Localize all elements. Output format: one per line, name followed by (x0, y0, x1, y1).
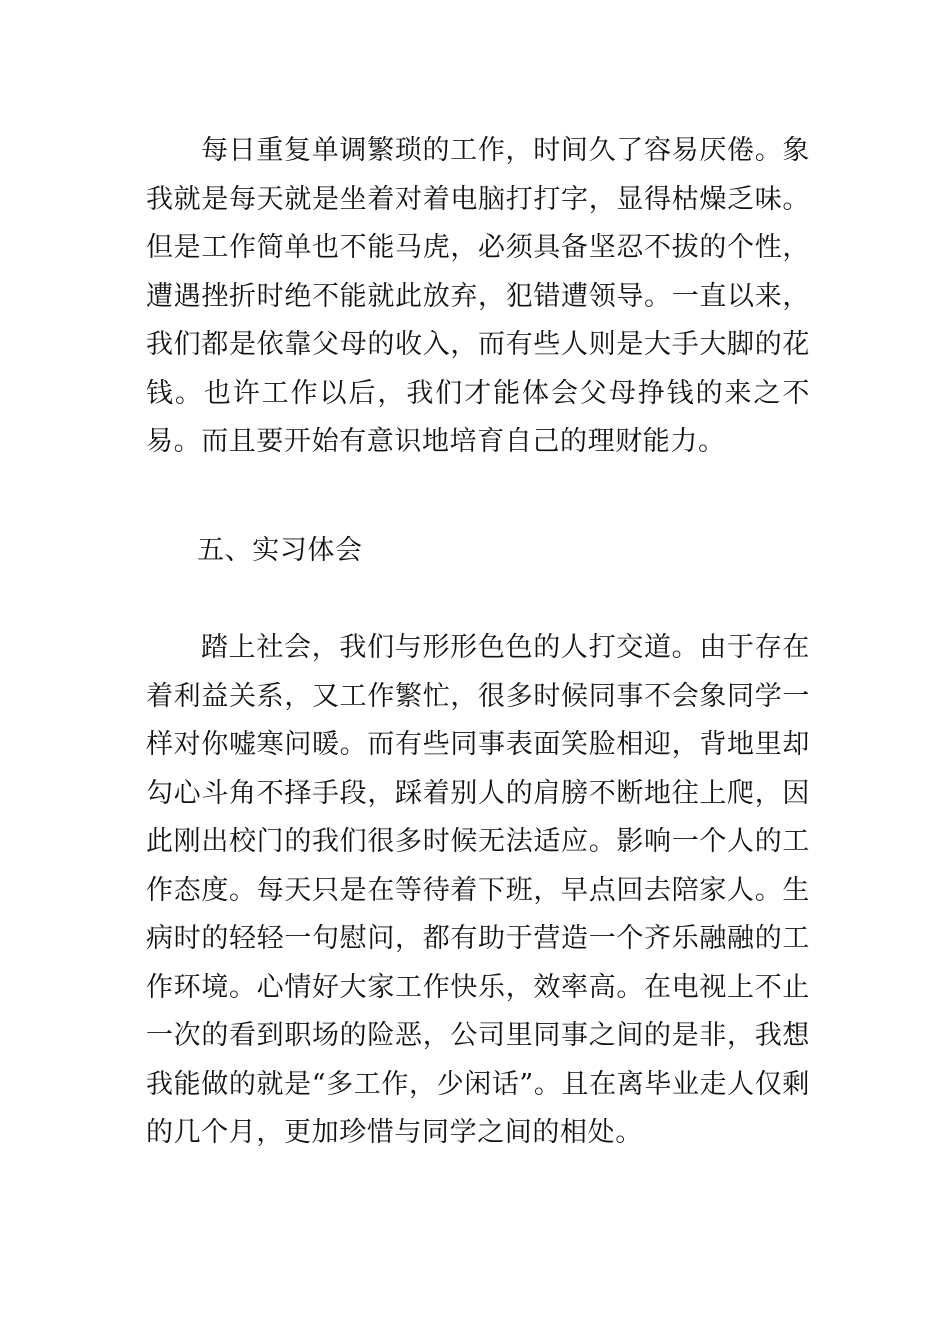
body-paragraph-1: 每日重复单调繁琐的工作，时间久了容易厌倦。象我就是每天就是坐着对着电脑打打字，显得枯燥乏味。但是工作简单也不能马虎，必须具备坚忍不拔的个性，遭遇挫折时绝不能就此放弃，犯错遭领导。一直以来，我们都是依靠父母的收入，而有些人则是大手大脚的花钱。也许工作以后，我们才能体会父母挣钱的来之不易。而且要开始有意识地培育自己的理财能力。 (146, 135, 810, 457)
body-paragraph-2: 踏上社会，我们与形形色色的人打交道。由于存在着利益关系，又工作繁忙，很多时候同事不会象同学一样对你嘘寒问暖。而有些同事表面笑脸相迎，背地里却勾心斗角不择手段，踩着别人的肩膀不断地往上爬，因此刚出校门的我们很多时候无法适应。影响一个人的工作态度。每天只是在等待着下班，早点回去陪家人。生病时的轻轻一句慰问，都有助于营造一个齐乐融融的工作环境。心情好大家工作快乐，效率高。在电视上不止一次的看到职场的险恶，公司里同事之间的是非，我想我能做的就是“多工作，少闲话”。且在离毕业走人仅剩的几个月，更加珍惜与同学之间的相处。 (146, 632, 810, 1148)
section-heading: 五、实习体会 (197, 535, 363, 566)
